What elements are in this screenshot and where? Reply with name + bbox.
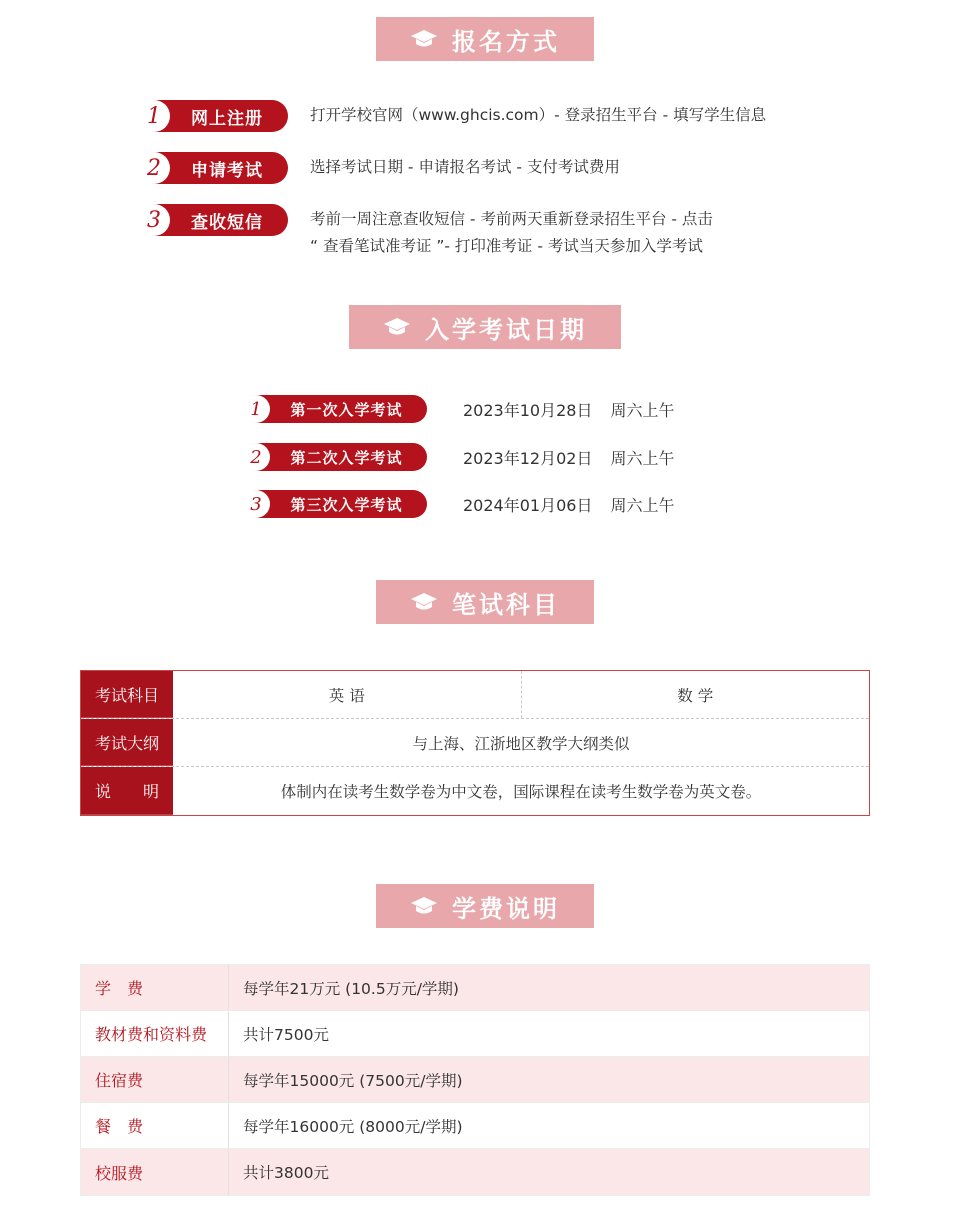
date-number: 1 <box>242 395 270 423</box>
exam-time: 周六上午 <box>610 495 675 515</box>
date-badge <box>242 490 427 518</box>
row-header: 说 明 <box>81 767 173 815</box>
table-row <box>81 719 869 767</box>
exam-date-value <box>463 446 674 469</box>
graduation-cap-icon <box>410 591 438 613</box>
exam-date-value <box>463 398 674 421</box>
exam-date: 2023年10月28日 <box>463 400 593 420</box>
step-number: 3 <box>138 204 170 236</box>
registration-step <box>138 100 766 132</box>
fee-label: 住宿费 <box>81 1057 229 1102</box>
registration-step <box>138 204 713 260</box>
step-text-line: 选择考试日期 - 申请报名考试 - 支付考试费用 <box>310 158 620 176</box>
step-text-line: “ 查看笔试准考证 ”- 打印准考证 - 考试当天参加入学考试 <box>310 237 703 255</box>
table-row <box>81 1011 869 1057</box>
exam-date-row <box>242 490 674 518</box>
date-number: 3 <box>242 490 270 518</box>
table-row <box>81 1057 869 1103</box>
step-description <box>310 152 620 181</box>
exam-date-value <box>463 493 674 516</box>
step-badge <box>138 204 288 236</box>
table-row <box>81 1103 869 1149</box>
fee-label: 校服费 <box>81 1149 229 1195</box>
section-title: 笔试科目 <box>452 590 560 619</box>
step-text-line: 打开学校官网（www.ghcis.com）- 登录招生平台 - 填写学生信息 <box>310 106 767 124</box>
step-number: 2 <box>138 152 170 184</box>
exam-date-row <box>242 443 674 471</box>
fees-table <box>80 964 870 1196</box>
table-row <box>81 767 869 815</box>
fee-value: 每学年16000元 (8000元/学期) <box>243 1117 463 1136</box>
step-number: 1 <box>138 100 170 132</box>
step-text-line: 考前一周注意查收短信 - 考前两天重新登录招生平台 - 点击 <box>310 210 713 228</box>
section-title: 报名方式 <box>452 27 560 56</box>
table-row <box>81 965 869 1011</box>
date-label: 第三次入学考试 <box>252 490 427 518</box>
section-header-dates <box>349 305 621 349</box>
exam-time: 周六上午 <box>610 400 675 420</box>
fee-value: 共计3800元 <box>243 1164 329 1182</box>
note-value: 体制内在读考生数学卷为中文卷，国际课程在读考生数学卷为英文卷。 <box>280 783 762 801</box>
date-badge <box>242 395 427 423</box>
section-title: 学费说明 <box>452 894 560 923</box>
step-description <box>310 204 713 260</box>
table-row <box>81 671 869 719</box>
fee-value: 每学年21万元 (10.5万元/学期) <box>243 979 459 998</box>
fee-label: 餐 费 <box>81 1103 229 1148</box>
section-title: 入学考试日期 <box>425 315 587 344</box>
exam-date-row <box>242 395 674 423</box>
fee-value: 每学年15000元 (7500元/学期) <box>243 1071 463 1090</box>
subject-math: 数 学 <box>521 671 870 718</box>
fee-label: 学 费 <box>81 965 229 1010</box>
row-header: 考试科目 <box>81 671 173 718</box>
fee-value: 共计7500元 <box>243 1025 329 1044</box>
step-label: 查收短信 <box>150 204 288 236</box>
exam-date: 2023年12月02日 <box>463 448 593 468</box>
table-row <box>81 1149 869 1195</box>
exam-time: 周六上午 <box>610 448 675 468</box>
date-badge <box>242 443 427 471</box>
step-label: 网上注册 <box>150 100 288 132</box>
exam-date: 2024年01月06日 <box>463 495 593 515</box>
step-badge <box>138 152 288 184</box>
section-header-registration <box>376 17 594 61</box>
graduation-cap-icon <box>383 316 411 338</box>
date-number: 2 <box>242 443 270 471</box>
syllabus-value: 与上海、江浙地区教学大纲类似 <box>412 734 630 753</box>
section-header-subjects <box>376 580 594 624</box>
step-label: 申请考试 <box>150 152 288 184</box>
fee-label: 教材费和资料费 <box>81 1011 229 1056</box>
subjects-table <box>80 670 870 816</box>
registration-step <box>138 152 620 184</box>
graduation-cap-icon <box>410 28 438 50</box>
subject-english: 英 语 <box>328 686 365 705</box>
date-label: 第二次入学考试 <box>252 443 427 471</box>
step-badge <box>138 100 288 132</box>
row-header: 考试大纲 <box>81 719 173 766</box>
date-label: 第一次入学考试 <box>252 395 427 423</box>
step-description <box>310 100 766 129</box>
section-header-fees <box>376 884 594 928</box>
graduation-cap-icon <box>410 895 438 917</box>
